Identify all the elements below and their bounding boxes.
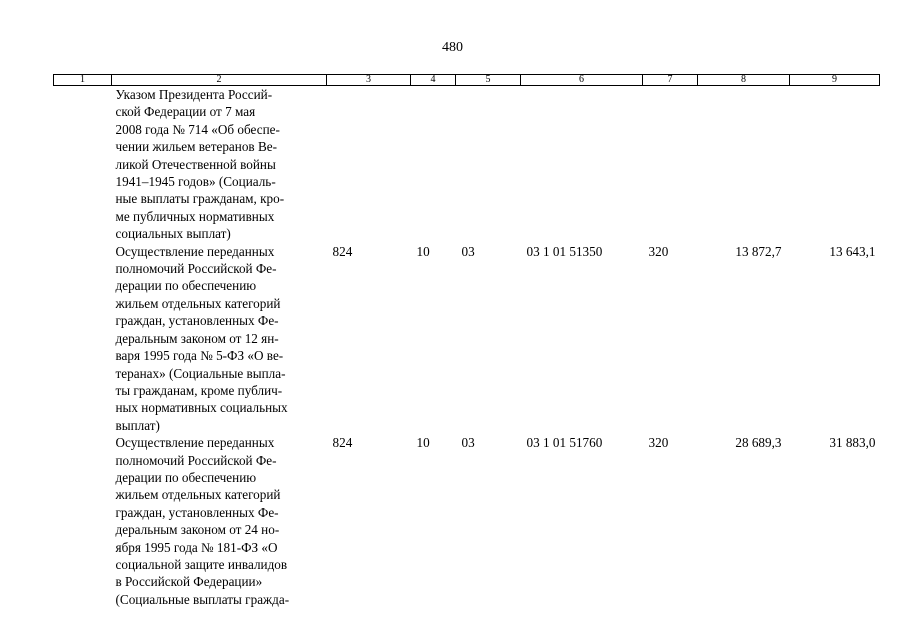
description-line: жильем отдельных категорий [115, 295, 281, 311]
budget-table [53, 74, 880, 608]
description-cell [112, 434, 327, 608]
expense-type-cell: 320 [648, 243, 669, 259]
description-line: Осуществление переданных [115, 243, 275, 259]
description-cell [112, 243, 327, 434]
target-article-cell: 03 1 01 51760 [526, 435, 603, 451]
description-line: варя 1995 года № 5-ФЗ «О ве- [115, 348, 284, 364]
column-header: 2 [112, 75, 327, 86]
amount-year1-cell: 28 689,3 [735, 435, 782, 451]
column-header: 7 [643, 75, 698, 86]
description-line: жильем отдельных категорий [115, 487, 281, 503]
ministry-code-cell: 824 [332, 435, 353, 451]
description-line: в Российской Федерации» [115, 574, 263, 590]
expense-type-cell: 320 [648, 435, 669, 451]
description-line: ных нормативных социальных [115, 400, 288, 416]
column-number-row [54, 75, 880, 86]
description-line: деральным законом от 12 ян- [115, 330, 279, 346]
column-header: 6 [521, 75, 643, 86]
column-header: 8 [698, 75, 790, 86]
description-line: Указом Президента Россий- [115, 87, 273, 102]
page-number: 480 [442, 40, 463, 55]
description-cell [112, 86, 327, 243]
target-article-cell [521, 86, 643, 243]
description-line: ликой Отечественной войны [115, 156, 276, 172]
amount-year2-cell: 31 883,0 [829, 435, 876, 451]
description-line: ской Федерации от 7 мая [115, 104, 256, 120]
description-line: деральным законом от 24 но- [115, 522, 280, 538]
description-line: Осуществление переданных [115, 435, 275, 451]
description-line: социальных выплат) [115, 226, 231, 242]
description-line: полномочий Российской Фе- [115, 261, 277, 277]
subsection-code-cell: 03 [461, 243, 475, 259]
description-line: чении жильем ветеранов Ве- [115, 139, 277, 155]
table-row [54, 86, 880, 243]
section-code-cell [411, 86, 456, 243]
column-header: 1 [54, 75, 112, 86]
description-line: ме публичных нормативных [115, 208, 275, 224]
row-number-cell [54, 434, 112, 608]
row-number-cell [54, 86, 112, 243]
amount-year2-cell [790, 86, 880, 243]
description-line: граждан, установленных Фе- [115, 313, 279, 329]
section-code-cell: 10 [416, 435, 430, 451]
description-line: полномочий Российской Фе- [115, 452, 277, 468]
target-article-cell: 03 1 01 51350 [526, 243, 603, 259]
description-line: выплат) [115, 417, 160, 433]
section-code-cell: 10 [416, 243, 430, 259]
description-line: граждан, установленных Фе- [115, 504, 279, 520]
description-line: социальной защите инвалидов [115, 556, 288, 572]
description-line: ные выплаты гражданам, кро- [115, 191, 285, 207]
subsection-code-cell: 03 [461, 435, 475, 451]
ministry-code-cell [327, 86, 411, 243]
description-line: 1941–1945 годов» (Социаль- [115, 174, 276, 190]
table-body [54, 86, 880, 609]
description-line: ты гражданам, кроме публич- [115, 382, 283, 398]
table-row [54, 243, 880, 434]
expense-type-cell [643, 86, 698, 243]
amount-year1-cell [698, 86, 790, 243]
description-line: 2008 года № 714 «Об обеспе- [115, 121, 280, 137]
column-header: 9 [790, 75, 880, 86]
table-row [54, 434, 880, 608]
row-number-cell [54, 243, 112, 434]
ministry-code-cell: 824 [332, 243, 353, 259]
description-line: теранах» (Социальные выпла- [115, 365, 286, 381]
description-line: ября 1995 года № 181-ФЗ «О [115, 539, 278, 555]
description-line: дерации по обеспечению [115, 469, 257, 485]
amount-year1-cell: 13 872,7 [735, 243, 782, 259]
subsection-code-cell [456, 86, 521, 243]
amount-year2-cell: 13 643,1 [829, 243, 876, 259]
description-line: (Социальные выплаты гражда- [115, 591, 290, 607]
description-line: дерации по обеспечению [115, 278, 257, 294]
column-header: 3 [327, 75, 411, 86]
column-header: 5 [456, 75, 521, 86]
column-header: 4 [411, 75, 456, 86]
